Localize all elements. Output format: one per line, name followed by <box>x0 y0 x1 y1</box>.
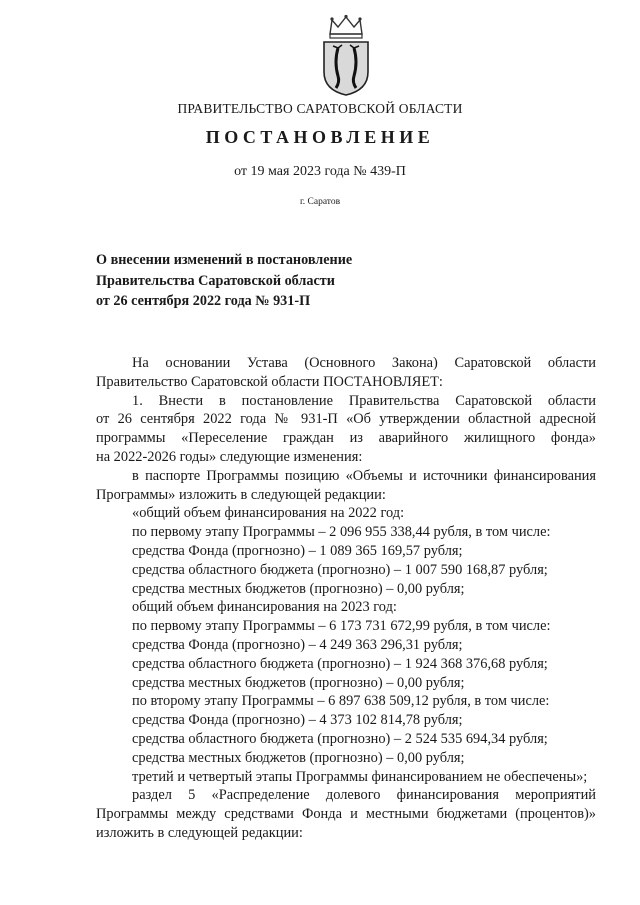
subject-line: О внесении изменений в постановление <box>96 252 353 268</box>
body-line: средства Фонда (прогнозно) – 1 089 365 169,57 рубля; <box>132 542 463 559</box>
body-line: в паспорте Программы позицию «Объемы и источники финансирования <box>132 467 596 484</box>
body-line: от 26 сентября 2022 года № 931-П «Об утверждении областной адресной <box>96 411 596 428</box>
body-line: средства Фонда (прогнозно) – 4 373 102 814,78 рубля; <box>132 712 463 729</box>
body-line: программы «Переселение граждан из аварийного жилищного фонда» <box>96 430 596 447</box>
document-date-number: от 19 мая 2023 года № 439-П <box>234 164 406 179</box>
body-line: третий и четвертый этапы Программы финансированием не обеспечены»; <box>132 768 588 785</box>
body-line: средства местных бюджетов (прогнозно) – 0,00 рубля; <box>132 580 465 597</box>
body-line: средства областного бюджета (прогнозно) – 1 924 368 376,68 рубля; <box>132 655 548 672</box>
body-line: общий объем финансирования на 2023 год: <box>132 599 397 616</box>
subject-line: от 26 сентября 2022 года № 931-П <box>96 293 311 309</box>
document-city: г. Саратов <box>299 197 341 207</box>
body-line: по первому этапу Программы – 2 096 955 338,44 рубля, в том числе: <box>132 524 551 541</box>
body-line: средства местных бюджетов (прогнозно) – 0,00 рубля; <box>132 749 465 766</box>
body-line: по второму этапу Программы – 6 897 638 509,12 рубля, в том числе: <box>132 693 550 710</box>
body-line: на 2022-2026 годы» следующие изменения: <box>96 448 363 465</box>
body-line: средства областного бюджета (прогнозно) – 2 524 535 694,34 рубля; <box>132 730 548 747</box>
document-type: ПОСТАНОВЛЕНИЕ <box>205 127 435 147</box>
body-line: изложить в следующей редакции: <box>96 824 303 841</box>
body-line: средства Фонда (прогнозно) – 4 249 363 296,31 рубля; <box>132 636 463 653</box>
body-line: Программы» изложить в следующей редакции: <box>96 486 386 503</box>
subject-line: Правительства Саратовской области <box>96 272 335 289</box>
saratov-coat-of-arms-icon <box>318 14 374 96</box>
body-line: 1. Внести в постановление Правительства Саратовской области <box>132 392 596 409</box>
body-line: На основании Устава (Основного Закона) Саратовской области <box>132 355 596 371</box>
document-subject <box>96 250 426 312</box>
body-line: «общий объем финансирования на 2022 год: <box>132 505 405 522</box>
organization-name: ПРАВИТЕЛЬСТВО САРАТОВСКОЙ ОБЛАСТИ <box>177 101 463 116</box>
body-line: Программы между средствами Фонда и местными бюджетами (процентов)» <box>96 806 596 823</box>
document-body <box>96 354 596 843</box>
body-line: раздел 5 «Распределение долевого финансирования мероприятий <box>132 787 596 804</box>
body-line: по первому этапу Программы – 6 173 731 672,99 рубля, в том числе: <box>132 618 551 635</box>
body-line: средства областного бюджета (прогнозно) – 1 007 590 168,87 рубля; <box>132 561 548 578</box>
body-line: средства местных бюджетов (прогнозно) – 0,00 рубля; <box>132 674 465 691</box>
body-line: Правительство Саратовской области ПОСТАНОВЛЯЕТ: <box>96 373 443 390</box>
